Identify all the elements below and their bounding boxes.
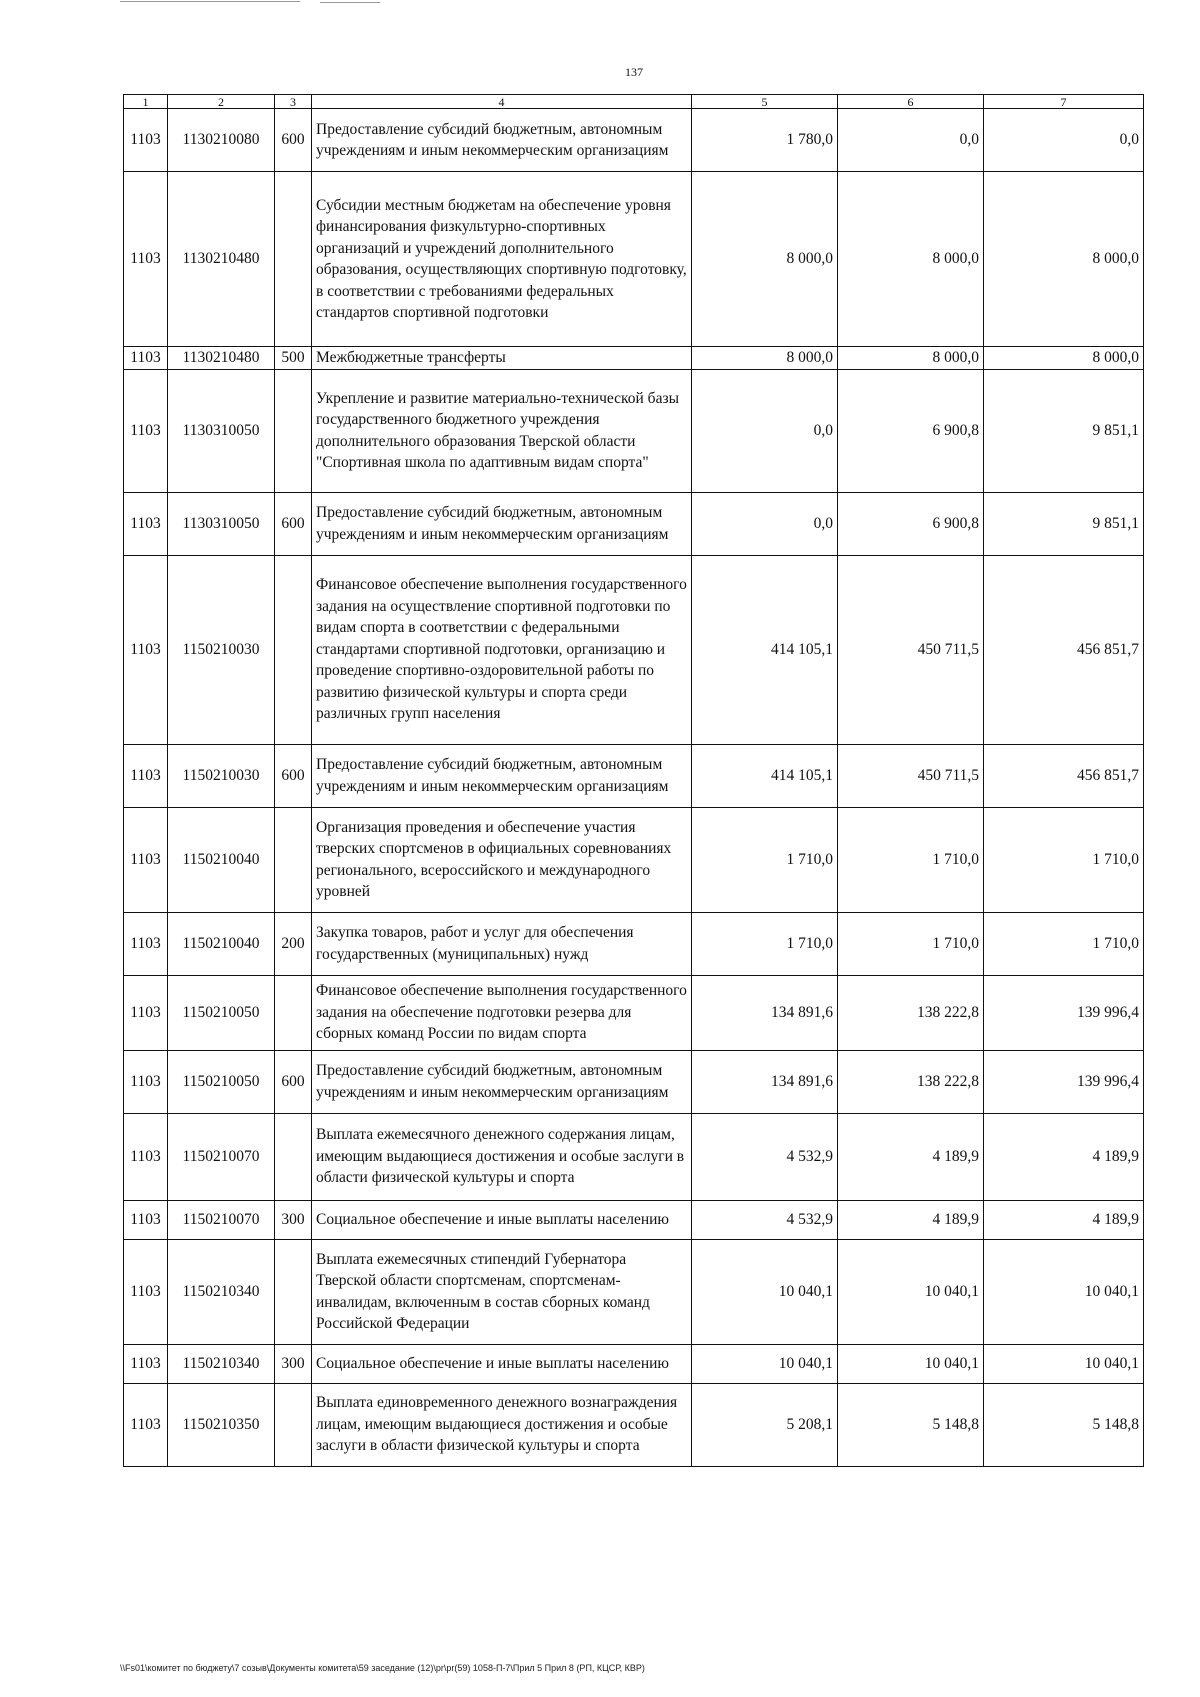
target-article-cell: 1150210040 bbox=[168, 912, 275, 975]
target-article-cell: 1150210340 bbox=[168, 1239, 275, 1344]
table-row bbox=[124, 1344, 1144, 1383]
target-article-cell: 1150210070 bbox=[168, 1200, 275, 1239]
table-row bbox=[124, 172, 1144, 347]
item-name-cell: Выплата ежемесячных стипендий Губернатора Тверской области спортсменам, спортсменам-инвалидам, включенным в состав сборных команд Российской Федерации bbox=[312, 1239, 692, 1344]
header-cell-2: 2 bbox=[168, 95, 275, 109]
amount-col6-cell: 138 222,8 bbox=[838, 975, 984, 1050]
section-code-cell: 1103 bbox=[124, 975, 168, 1050]
item-name-cell: Предоставление субсидий бюджетным, автономным учреждениям и иным некоммерческим организациям bbox=[312, 1050, 692, 1113]
table-row bbox=[124, 807, 1144, 912]
section-code-cell: 1103 bbox=[124, 1113, 168, 1200]
expense-type-cell bbox=[275, 807, 312, 912]
table-row bbox=[124, 1239, 1144, 1344]
amount-col5-cell: 134 891,6 bbox=[692, 975, 838, 1050]
amount-col5-cell: 4 532,9 bbox=[692, 1200, 838, 1239]
amount-col6-cell: 6 900,8 bbox=[838, 492, 984, 555]
amount-col5-cell: 1 780,0 bbox=[692, 109, 838, 172]
item-name-cell: Предоставление субсидий бюджетным, автономным учреждениям и иным некоммерческим организациям bbox=[312, 109, 692, 172]
table-row bbox=[124, 1050, 1144, 1113]
amount-col6-cell: 0,0 bbox=[838, 109, 984, 172]
expense-type-cell bbox=[275, 975, 312, 1050]
table-row bbox=[124, 369, 1144, 492]
item-name-cell: Выплата ежемесячного денежного содержания лицам, имеющим выдающиеся достижения и особые заслуги в области физической культуры и спорта bbox=[312, 1113, 692, 1200]
section-code-cell: 1103 bbox=[124, 172, 168, 347]
target-article-cell: 1150210040 bbox=[168, 807, 275, 912]
scan-artifact-top-left bbox=[120, 1, 300, 2]
header-cell-6: 6 bbox=[838, 95, 984, 109]
amount-col5-cell: 414 105,1 bbox=[692, 555, 838, 744]
amount-col5-cell: 134 891,6 bbox=[692, 1050, 838, 1113]
item-name-cell: Предоставление субсидий бюджетным, автономным учреждениям и иным некоммерческим организациям bbox=[312, 744, 692, 807]
amount-col6-cell: 8 000,0 bbox=[838, 172, 984, 347]
amount-col6-cell: 1 710,0 bbox=[838, 807, 984, 912]
item-name-cell: Субсидии местным бюджетам на обеспечение уровня финансирования физкультурно-спортивных организаций и учреждений дополнительного образования, осуществляющих спортивную подготовку, в соответствии с требованиями федеральных стандартов спортивной подготовки bbox=[312, 172, 692, 347]
amount-col6-cell: 450 711,5 bbox=[838, 555, 984, 744]
amount-col5-cell: 5 208,1 bbox=[692, 1383, 838, 1466]
item-name-cell: Финансовое обеспечение выполнения государственного задания на осуществление спортивной подготовки по видам спорта в соответствии с федеральными стандартами спортивной подготовки, организацию и проведение спортивно-оздоровительной работы по развитию физической культуры и спорта среди различных групп населения bbox=[312, 555, 692, 744]
expense-type-cell: 600 bbox=[275, 744, 312, 807]
amount-col6-cell: 5 148,8 bbox=[838, 1383, 984, 1466]
amount-col6-cell: 10 040,1 bbox=[838, 1344, 984, 1383]
amount-col6-cell: 4 189,9 bbox=[838, 1113, 984, 1200]
section-code-cell: 1103 bbox=[124, 1383, 168, 1466]
amount-col5-cell: 8 000,0 bbox=[692, 172, 838, 347]
expense-type-cell: 600 bbox=[275, 109, 312, 172]
table-row bbox=[124, 1200, 1144, 1239]
amount-col7-cell: 4 189,9 bbox=[984, 1113, 1144, 1200]
page-number: 137 bbox=[625, 65, 643, 79]
section-code-cell: 1103 bbox=[124, 1200, 168, 1239]
amount-col5-cell: 10 040,1 bbox=[692, 1239, 838, 1344]
section-code-cell: 1103 bbox=[124, 369, 168, 492]
amount-col7-cell: 10 040,1 bbox=[984, 1239, 1144, 1344]
amount-col7-cell: 139 996,4 bbox=[984, 975, 1144, 1050]
amount-col7-cell: 456 851,7 bbox=[984, 555, 1144, 744]
item-name-cell: Выплата единовременного денежного вознаграждения лицам, имеющим выдающиеся достижения и особые заслуги в области физической культуры и спорта bbox=[312, 1383, 692, 1466]
table-row bbox=[124, 555, 1144, 744]
amount-col5-cell: 8 000,0 bbox=[692, 347, 838, 370]
amount-col7-cell: 5 148,8 bbox=[984, 1383, 1144, 1466]
section-code-cell: 1103 bbox=[124, 492, 168, 555]
amount-col7-cell: 456 851,7 bbox=[984, 744, 1144, 807]
amount-col7-cell: 139 996,4 bbox=[984, 1050, 1144, 1113]
table-row bbox=[124, 912, 1144, 975]
amount-col6-cell: 8 000,0 bbox=[838, 347, 984, 370]
expense-type-cell bbox=[275, 369, 312, 492]
expense-type-cell bbox=[275, 1239, 312, 1344]
section-code-cell: 1103 bbox=[124, 555, 168, 744]
footer-file-path: \\Fs01\комитет по бюджету\7 созыв\Документы комитета\59 заседание (12)\pr\pr(59) 1058-П-7\Прил 5 Прил 8 (РП, КЦСР, КВР) bbox=[120, 1663, 645, 1673]
table-row bbox=[124, 975, 1144, 1050]
expense-type-cell bbox=[275, 1383, 312, 1466]
header-cell-3: 3 bbox=[275, 95, 312, 109]
item-name-cell: Социальное обеспечение и иные выплаты населению bbox=[312, 1200, 692, 1239]
expense-type-cell: 300 bbox=[275, 1200, 312, 1239]
target-article-cell: 1130210480 bbox=[168, 172, 275, 347]
header-cell-7: 7 bbox=[984, 95, 1144, 109]
amount-col6-cell: 138 222,8 bbox=[838, 1050, 984, 1113]
header-cell-4: 4 bbox=[312, 95, 692, 109]
item-name-cell: Укрепление и развитие материально-технической базы государственного бюджетного учреждения дополнительного образования Тверской области "Спортивная школа по адаптивным видам спорта" bbox=[312, 369, 692, 492]
amount-col5-cell: 1 710,0 bbox=[692, 807, 838, 912]
amount-col7-cell: 8 000,0 bbox=[984, 347, 1144, 370]
header-cell-1: 1 bbox=[124, 95, 168, 109]
target-article-cell: 1150210030 bbox=[168, 555, 275, 744]
table-row bbox=[124, 1383, 1144, 1466]
item-name-cell: Финансовое обеспечение выполнения государственного задания на обеспечение подготовки резерва для сборных команд России по видам спорта bbox=[312, 975, 692, 1050]
section-code-cell: 1103 bbox=[124, 1239, 168, 1344]
target-article-cell: 1150210350 bbox=[168, 1383, 275, 1466]
amount-col7-cell: 10 040,1 bbox=[984, 1344, 1144, 1383]
amount-col7-cell: 1 710,0 bbox=[984, 912, 1144, 975]
amount-col5-cell: 4 532,9 bbox=[692, 1113, 838, 1200]
table-header-row bbox=[124, 95, 1144, 109]
amount-col5-cell: 414 105,1 bbox=[692, 744, 838, 807]
item-name-cell: Межбюджетные трансферты bbox=[312, 347, 692, 370]
expense-type-cell: 600 bbox=[275, 1050, 312, 1113]
expense-type-cell: 200 bbox=[275, 912, 312, 975]
target-article-cell: 1130210480 bbox=[168, 347, 275, 370]
table-row bbox=[124, 1113, 1144, 1200]
target-article-cell: 1150210340 bbox=[168, 1344, 275, 1383]
table-row bbox=[124, 744, 1144, 807]
expense-type-cell bbox=[275, 1113, 312, 1200]
table-row bbox=[124, 347, 1144, 370]
item-name-cell: Социальное обеспечение и иные выплаты населению bbox=[312, 1344, 692, 1383]
section-code-cell: 1103 bbox=[124, 807, 168, 912]
target-article-cell: 1130210080 bbox=[168, 109, 275, 172]
expense-type-cell bbox=[275, 555, 312, 744]
scan-artifact-top-right bbox=[320, 2, 380, 3]
amount-col7-cell: 9 851,1 bbox=[984, 369, 1144, 492]
expense-type-cell: 300 bbox=[275, 1344, 312, 1383]
header-cell-5: 5 bbox=[692, 95, 838, 109]
section-code-cell: 1103 bbox=[124, 109, 168, 172]
budget-table bbox=[123, 94, 1144, 1467]
target-article-cell: 1150210050 bbox=[168, 975, 275, 1050]
target-article-cell: 1150210030 bbox=[168, 744, 275, 807]
amount-col7-cell: 1 710,0 bbox=[984, 807, 1144, 912]
table-row bbox=[124, 109, 1144, 172]
expense-type-cell: 600 bbox=[275, 492, 312, 555]
section-code-cell: 1103 bbox=[124, 744, 168, 807]
target-article-cell: 1150210050 bbox=[168, 1050, 275, 1113]
item-name-cell: Предоставление субсидий бюджетным, автономным учреждениям и иным некоммерческим организациям bbox=[312, 492, 692, 555]
expense-type-cell: 500 bbox=[275, 347, 312, 370]
section-code-cell: 1103 bbox=[124, 912, 168, 975]
amount-col5-cell: 10 040,1 bbox=[692, 1344, 838, 1383]
target-article-cell: 1130310050 bbox=[168, 369, 275, 492]
item-name-cell: Закупка товаров, работ и услуг для обеспечения государственных (муниципальных) нужд bbox=[312, 912, 692, 975]
amount-col5-cell: 0,0 bbox=[692, 492, 838, 555]
amount-col7-cell: 9 851,1 bbox=[984, 492, 1144, 555]
table-row bbox=[124, 492, 1144, 555]
amount-col6-cell: 450 711,5 bbox=[838, 744, 984, 807]
target-article-cell: 1130310050 bbox=[168, 492, 275, 555]
amount-col5-cell: 1 710,0 bbox=[692, 912, 838, 975]
section-code-cell: 1103 bbox=[124, 347, 168, 370]
amount-col6-cell: 10 040,1 bbox=[838, 1239, 984, 1344]
amount-col6-cell: 1 710,0 bbox=[838, 912, 984, 975]
item-name-cell: Организация проведения и обеспечение участия тверских спортсменов в официальных соревнованиях регионального, всероссийского и международного уровней bbox=[312, 807, 692, 912]
section-code-cell: 1103 bbox=[124, 1050, 168, 1113]
target-article-cell: 1150210070 bbox=[168, 1113, 275, 1200]
amount-col5-cell: 0,0 bbox=[692, 369, 838, 492]
amount-col7-cell: 8 000,0 bbox=[984, 172, 1144, 347]
amount-col6-cell: 6 900,8 bbox=[838, 369, 984, 492]
amount-col6-cell: 4 189,9 bbox=[838, 1200, 984, 1239]
amount-col7-cell: 4 189,9 bbox=[984, 1200, 1144, 1239]
expense-type-cell bbox=[275, 172, 312, 347]
amount-col7-cell: 0,0 bbox=[984, 109, 1144, 172]
section-code-cell: 1103 bbox=[124, 1344, 168, 1383]
